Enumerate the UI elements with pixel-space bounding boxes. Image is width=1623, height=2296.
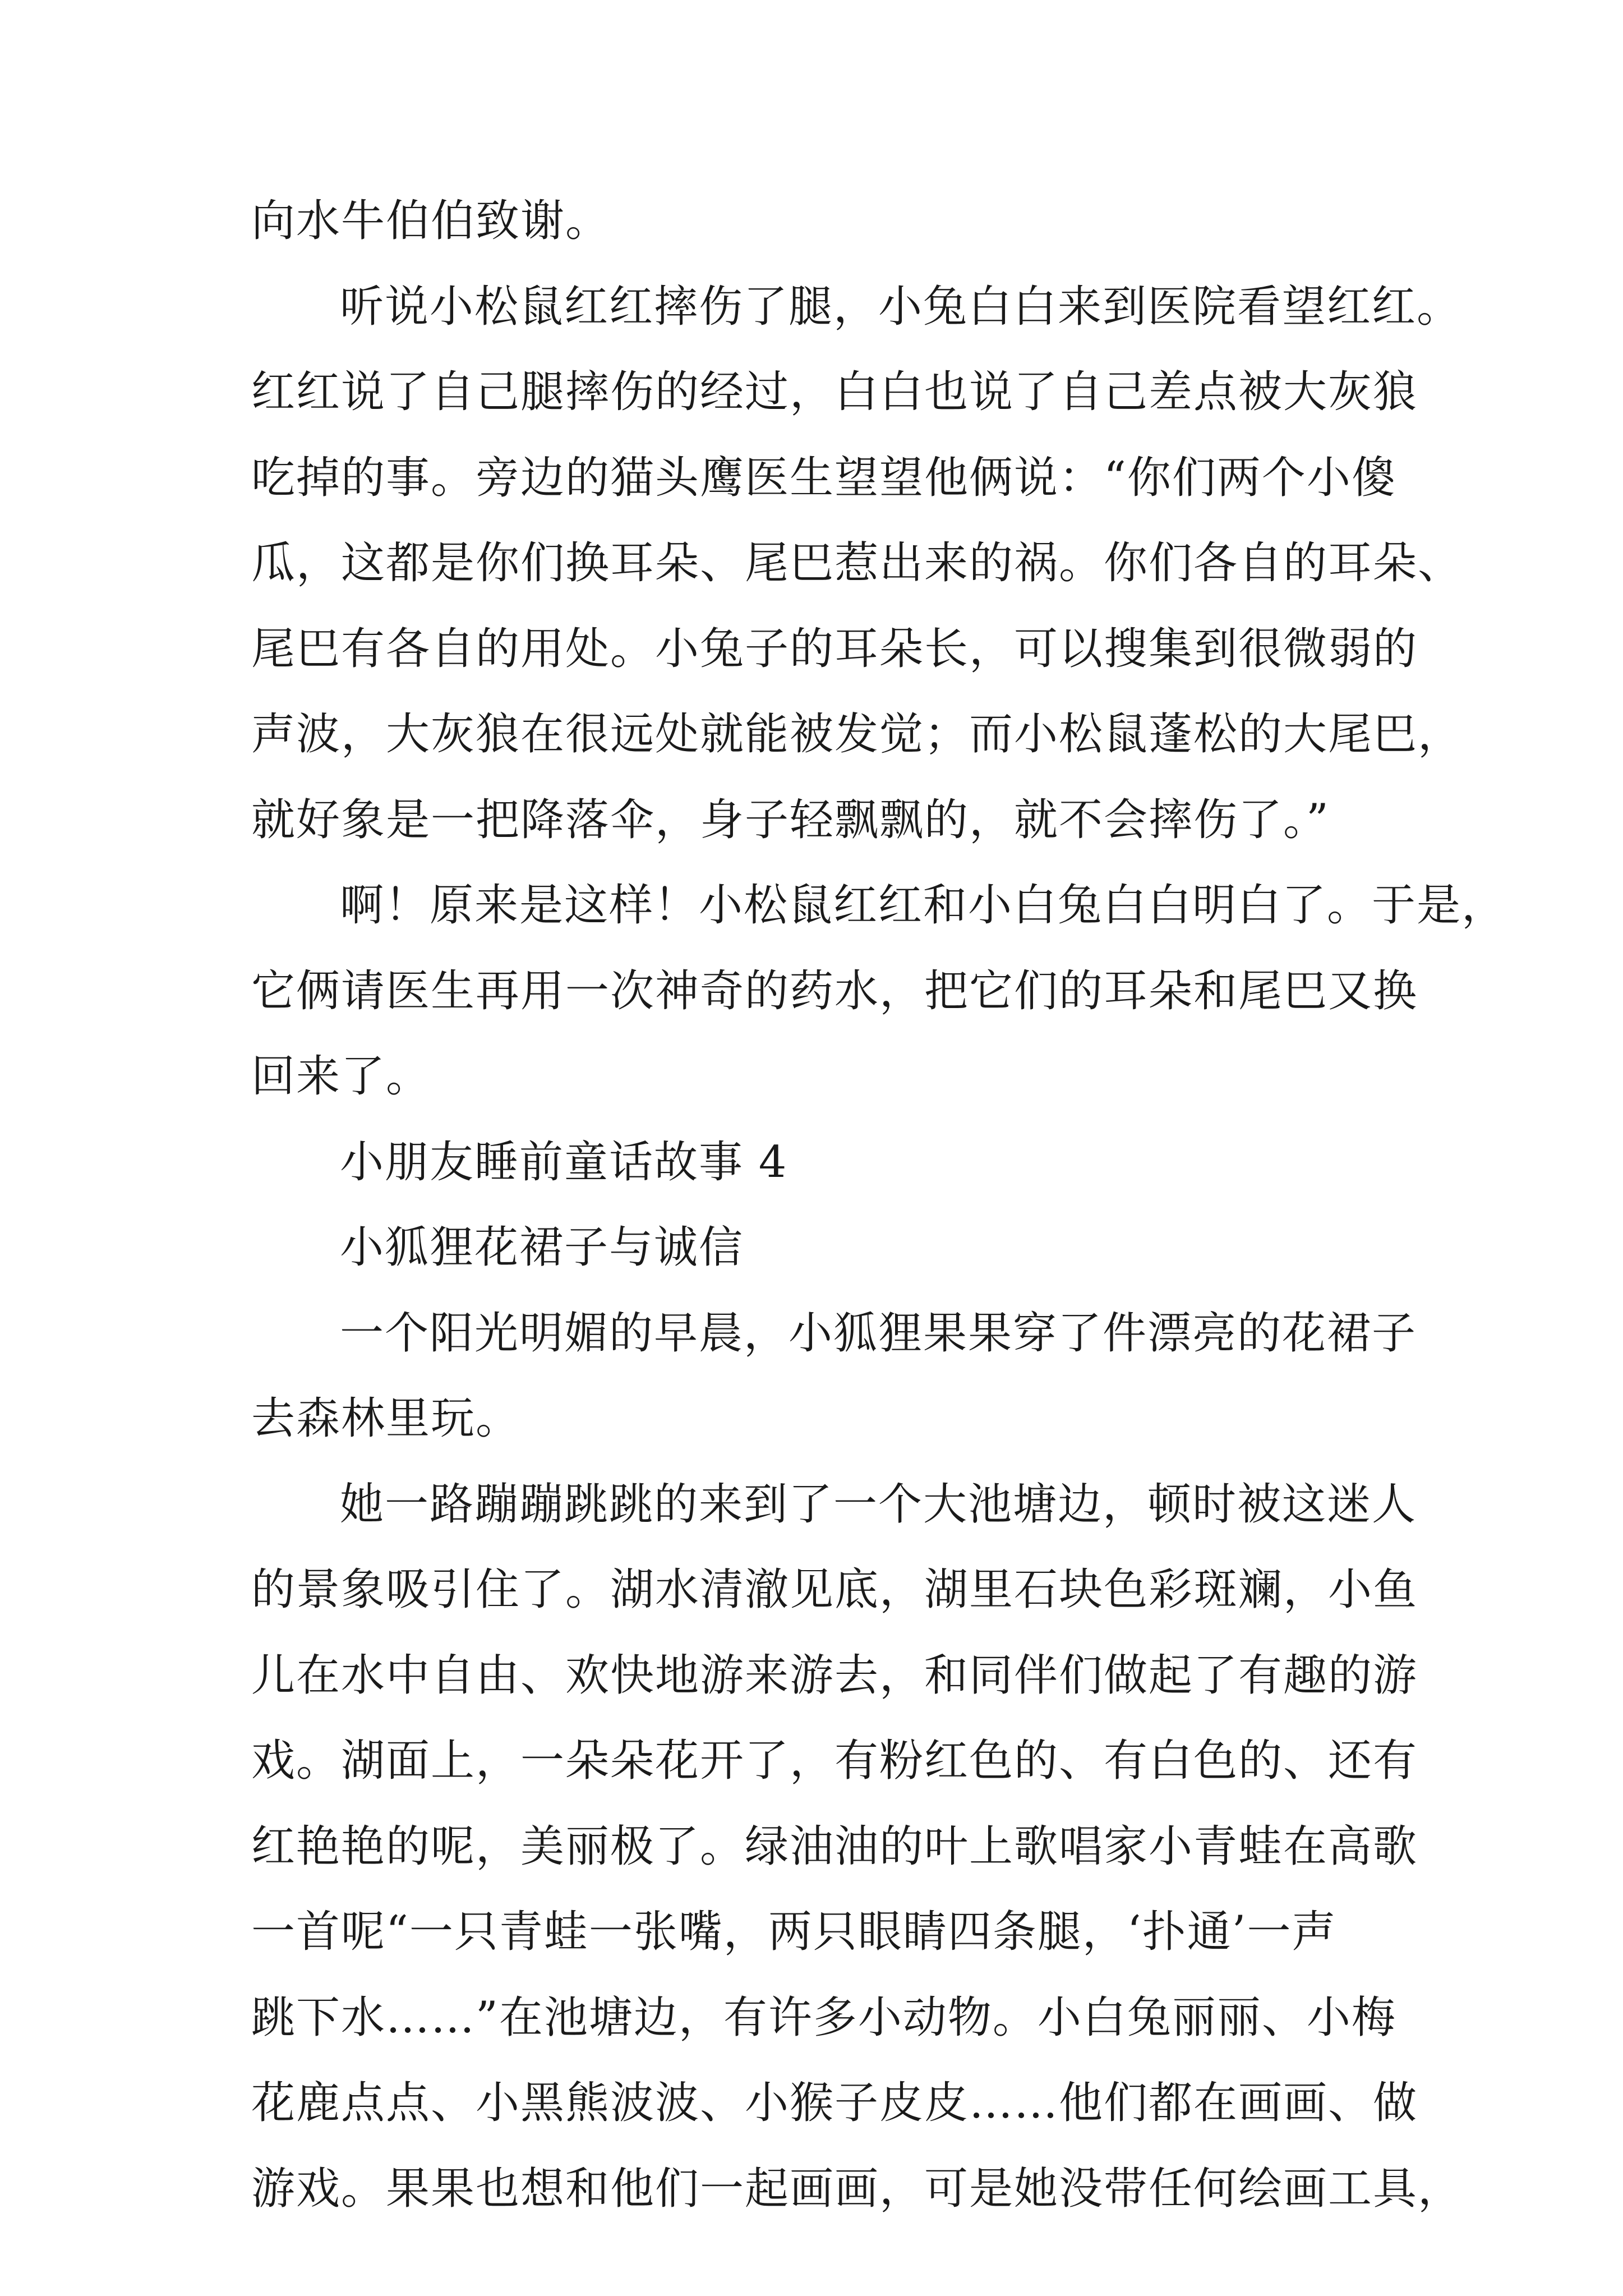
text-line: 向水牛伯伯致谢。 [251, 196, 611, 246]
text-line: 花鹿点点、小黑熊波波、小猴子皮皮……他们都在画画、做 [251, 2078, 1418, 2128]
text-line: 的景象吸引住了。湖水清澈见底，湖里石块色彩斑斓，小鱼 [251, 1565, 1418, 1615]
text-line: 跳下水……”在池塘边，有许多小动物。小白兔丽丽、小梅 [251, 1992, 1396, 2043]
text-line: 去森林里玩。 [251, 1393, 521, 1444]
text-line: 游戏。果果也想和他们一起画画，可是她没带任何绘画工具， [251, 2163, 1463, 2214]
story-title: 小狐狸花裙子与诚信 [340, 1222, 744, 1273]
text-line: 尾巴有各自的用处。小兔子的耳朵长，可以搜集到很微弱的 [251, 623, 1418, 674]
text-line: 它俩请医生再用一次神奇的药水，把它们的耳朵和尾巴又换 [251, 965, 1418, 1016]
text-line: 儿在水中自由、欢快地游来游去，和同伴们做起了有趣的游 [251, 1650, 1418, 1701]
text-line: 一首呢“一只青蛙一张嘴，两只眼睛四条腿，‘扑通’一声 [251, 1907, 1337, 1957]
text-line: 吃掉的事。旁边的猫头鹰医生望望他俩说：“你们两个小傻 [251, 452, 1396, 503]
text-line: 声波，大灰狼在很远处就能被发觉；而小松鼠蓬松的大尾巴， [251, 709, 1463, 760]
text-line: 就好象是一把降落伞，身子轻飘飘的，就不会摔伤了。” [251, 794, 1330, 845]
paragraph-start: 一个阳光明媚的早晨，小狐狸果果穿了件漂亮的花裙子 [340, 1308, 1417, 1359]
paragraph-start: 啊！原来是这样！小松鼠红红和小白兔白白明白了。于是， [340, 880, 1507, 931]
section-heading: 小朋友睡前童话故事 4 [340, 1137, 788, 1188]
text-line: 瓜，这都是你们换耳朵、尾巴惹出来的祸。你们各自的耳朵、 [251, 538, 1463, 588]
story-text [251, 178, 1507, 2231]
text-line: 回来了。 [251, 1051, 431, 1102]
text-line: 戏。湖面上，一朵朵花开了，有粉红色的、有白色的、还有 [251, 1736, 1418, 1786]
text-line: 红红说了自己腿摔伤的经过，白白也说了自己差点被大灰狼 [251, 367, 1418, 417]
paragraph-start: 听说小松鼠红红摔伤了腿，小兔白白来到医院看望红红。 [340, 281, 1462, 332]
paragraph-start: 她一路蹦蹦跳跳的来到了一个大池塘边，顿时被这迷人 [340, 1479, 1417, 1530]
text-line: 红艳艳的呢，美丽极了。绿油油的叶上歌唱家小青蛙在高歌 [251, 1821, 1418, 1872]
